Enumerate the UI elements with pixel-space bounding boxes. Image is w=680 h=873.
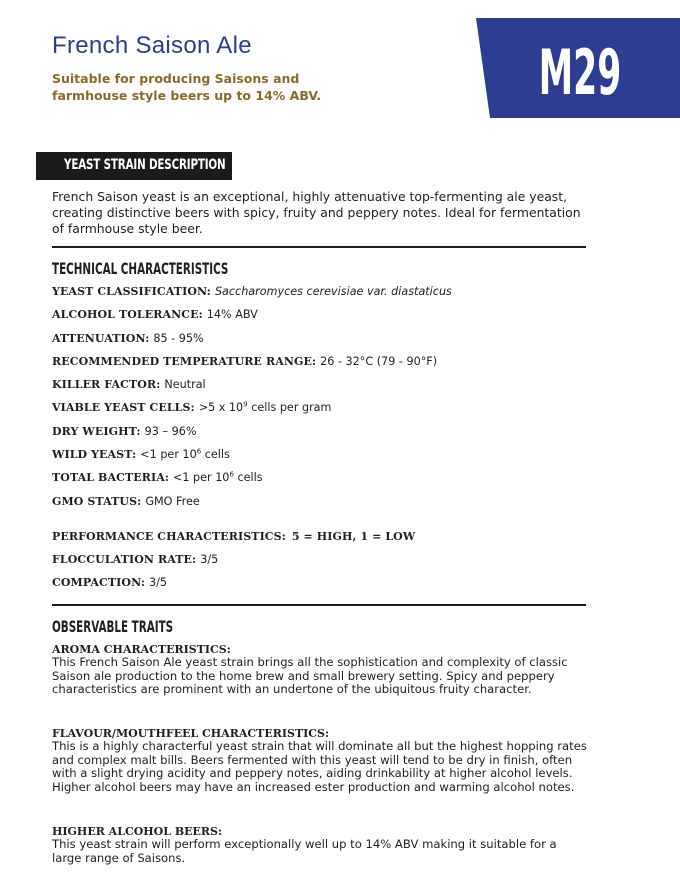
tech-label: TOTAL BACTERIA: (52, 471, 169, 484)
tech-value: <1 per $10^6$ cells (173, 470, 263, 484)
trait-text-flavour: This is a highly characterful yeast strain that will dominate all but the highest hopping rates and complex malt bills. Beers fermented with this yeast will tend to be dry in finish, often with a slight drying acidity and peppery notes, aiding drinkability at higher alcohol levels. Higher alcohol beers may have an increased ester production and warming alcohol notes. (52, 739, 587, 794)
tech-row-viable-cells (52, 401, 331, 414)
strain-description-text: French Saison yeast is an exceptional, highly attenuative top-fermenting ale yeast, creating distinctive beers with spicy, fruity and peppery notes. Ideal for fermentation of farmhouse style beer. (52, 189, 581, 236)
strain-description-header (36, 152, 232, 180)
tech-row-gmo-status (52, 495, 200, 508)
tech-row-wild-yeast (52, 448, 230, 461)
tech-label: YEAST CLASSIFICATION: (52, 285, 211, 298)
tech-label: ATTENUATION: (52, 332, 150, 345)
tech-label: DRY WEIGHT: (52, 425, 141, 438)
technical-heading: TECHNICAL CHARACTERISTICS (52, 259, 229, 278)
performance-row (52, 530, 415, 543)
performance-label: PERFORMANCE CHARACTERISTICS: (52, 530, 286, 543)
traits-heading: OBSERVABLE TRAITS (52, 617, 174, 636)
tech-value: >5 x $10^9$ cells per gram (198, 400, 332, 414)
tech-row-attenuation (52, 332, 204, 345)
tech-label: ALCOHOL TOLERANCE: (52, 308, 203, 321)
tech-label: WILD YEAST: (52, 448, 137, 461)
tech-value: 14% ABV (206, 308, 258, 321)
tech-label: KILLER FACTOR: (52, 378, 161, 391)
divider (52, 604, 586, 606)
flocculation-label: FLOCCULATION RATE: (52, 553, 197, 566)
tech-row-temperature (52, 355, 437, 368)
trait-title-higher-alcohol: HIGHER ALCOHOL BEERS: (52, 825, 223, 838)
tech-row-total-bacteria (52, 471, 263, 484)
tech-row-classification (52, 285, 452, 298)
tech-row-killer-factor (52, 378, 206, 391)
product-code: M29 (538, 37, 622, 110)
flocculation-row (52, 553, 218, 566)
performance-scale: 5 = HIGH, 1 = LOW (291, 530, 416, 543)
tech-row-dry-weight (52, 425, 196, 438)
product-code-badge (476, 18, 680, 118)
tech-row-alcohol-tolerance (52, 308, 258, 321)
tech-value: GMO Free (145, 495, 200, 508)
tech-label: RECOMMENDED TEMPERATURE RANGE: (52, 355, 317, 368)
tech-value: 85 - 95% (153, 332, 204, 345)
trait-title-aroma: AROMA CHARACTERISTICS: (52, 643, 231, 656)
trait-text-aroma: This French Saison Ale yeast strain brings all the sophistication and complexity of classic Saison ale production to the home brew and small brewery setting. Spicy and peppery characteristics are prominent with an undertone of the ubiquitous fruity character. (52, 655, 568, 697)
tech-value: 26 - 32°C (79 - 90°F) (320, 355, 438, 368)
product-subtitle: Suitable for producing Saisons and farmhouse style beers up to 14% ABV. (52, 71, 322, 103)
trait-text-higher-alcohol: This yeast strain will perform exceptionally well up to 14% ABV making it suitable for a large range of Saisons. (52, 837, 557, 865)
tech-value: 93 – 96% (144, 425, 197, 438)
compaction-label: COMPACTION: (52, 576, 146, 589)
product-title: French Saison Ale (52, 32, 252, 59)
tech-value: <1 per $10^6$ cells (140, 447, 230, 461)
tech-value: Saccharomyces cerevisiae var. diastaticus (214, 285, 452, 298)
divider (52, 246, 586, 248)
tech-label: VIABLE YEAST CELLS: (52, 401, 195, 414)
flocculation-value: 3/5 (200, 553, 219, 566)
tech-value: Neutral (164, 378, 206, 391)
tech-label: GMO STATUS: (52, 495, 142, 508)
compaction-value: 3/5 (149, 576, 168, 589)
trait-title-flavour: FLAVOUR/MOUTHFEEL CHARACTERISTICS: (52, 727, 330, 740)
strain-description-heading: YEAST STRAIN DESCRIPTION (64, 157, 226, 173)
compaction-row (52, 576, 167, 589)
